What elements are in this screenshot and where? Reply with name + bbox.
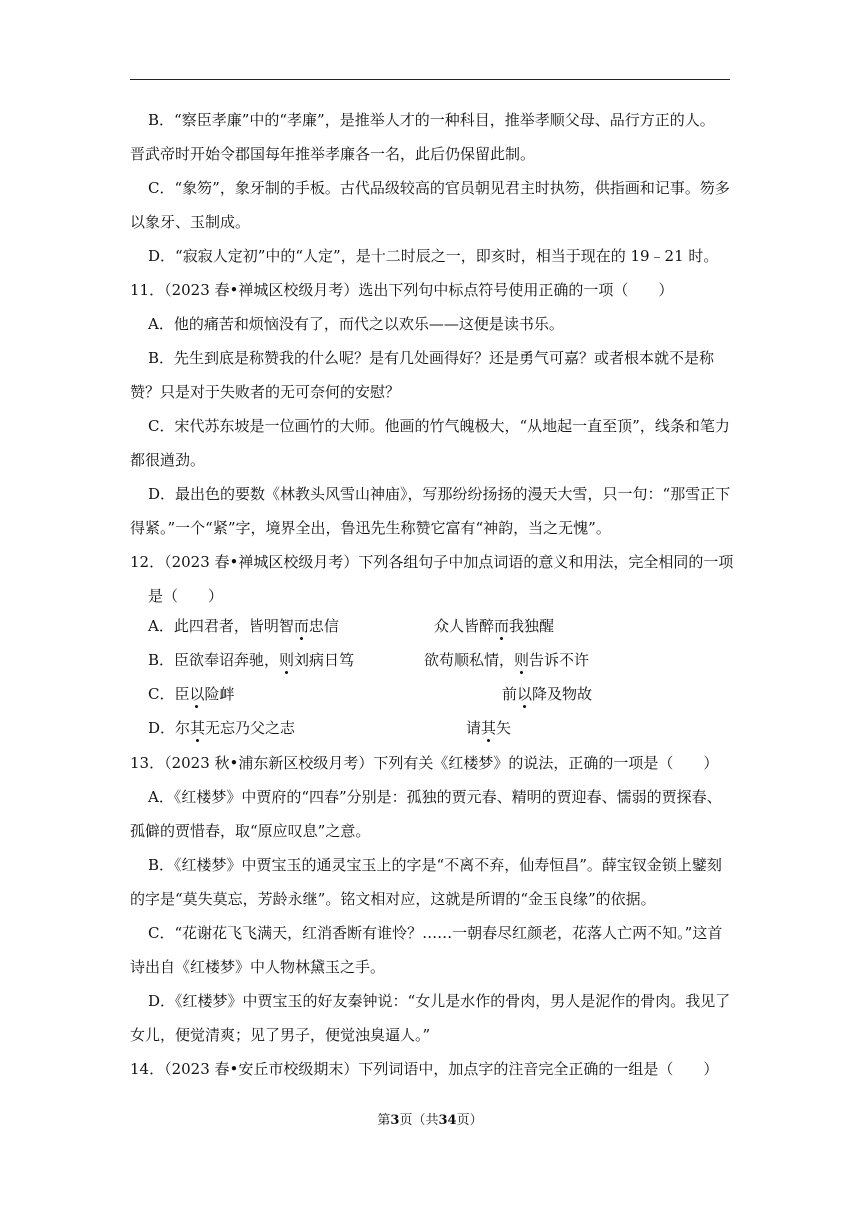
q13-option-d-line-1: D．《红楼梦》中贾宝玉的好友秦钟说：“女儿是水作的骨肉，男人是泥作的骨肉。我见了 <box>148 992 731 1010</box>
q11-option-b-line-1: B．先生到底是称赞我的什么呢？是有几处画得好？还是勇气可嘉？或者根本就不是称 <box>148 349 715 367</box>
q13-option-a-line-1: A．《红楼梦》中贾府的“四春”分别是：孤独的贾元春、精明的贾迎春、懦弱的贾探春、 <box>148 788 722 806</box>
emphasis-char: 则 <box>514 651 530 669</box>
question-13-stem: 13．（2023 秋•浦东新区校级月考）下列有关《红楼梦》的说法，正确的一项是（ ） <box>130 754 719 772</box>
emphasis-char: 以 <box>189 685 205 703</box>
emphasis-char: 而 <box>293 617 309 635</box>
emphasis-char: 而 <box>494 617 510 635</box>
q11-option-d-line-1: D．最出色的要数《林教头风雪山神庙》，写那纷纷扬扬的漫天大雪，只一句：“那雪正下 <box>148 485 731 503</box>
option-b-line-1: B．“察臣孝廉”中的“孝廉”，是推举人才的一种科目，推举孝顺父母、品行方正的人。 <box>148 111 715 129</box>
q13-option-a-line-2: 孤僻的贾惜春，取“原应叹息”之意。 <box>130 822 371 840</box>
q12-option-c-left: C．臣以险衅 <box>148 685 235 703</box>
q13-option-c-line-1: C．“花谢花飞飞满天，红消香断有谁怜？……一朝春尽红颜老，花落人亡两不知。”这首 <box>148 924 723 942</box>
q11-option-a: A．他的痛苦和烦恼没有了，而代之以欢乐——这便是读书乐。 <box>148 315 564 333</box>
page-footer: 第3页（共34页） <box>377 1113 483 1128</box>
emphasis-char: 其 <box>481 719 497 737</box>
emphasis-char: 其 <box>190 719 206 737</box>
emphasis-char: 则 <box>279 651 295 669</box>
q13-option-c-line-2: 诗出自《红楼梦》中人物林黛玉之手。 <box>130 958 386 976</box>
q11-option-b-line-2: 赞？只是对于失败者的无可奈何的安慰？ <box>130 383 401 401</box>
q12-option-d-right: 请其矢 <box>466 719 512 737</box>
header-rule <box>130 79 730 80</box>
emphasis-char: 以 <box>517 685 533 703</box>
q12-option-b-right: 欲苟顺私情，则告诉不许 <box>424 651 590 669</box>
q11-option-d-line-2: 得紧。”一个“紧”字，境界全出，鲁迅先生称赞它富有“神韵，当之无愧”。 <box>130 519 611 537</box>
question-12-stem-line-1: 12．（2023 春•禅城区校级月考）下列各组句子中加点词语的意义和用法，完全相同的一项 <box>130 553 734 571</box>
question-11-stem: 11．（2023 春•禅城区校级月考）选出下列句中标点符号使用正确的一项（ ） <box>130 281 674 299</box>
question-14-stem: 14．（2023 春•安丘市校级期末）下列词语中，加点字的注音完全正确的一组是（ ） <box>130 1060 719 1078</box>
option-b-line-2: 晋武帝时开始令郡国每年推举孝廉各一名，此后仍保留此制。 <box>130 145 536 163</box>
q11-option-c-line-1: C．宋代苏东坡是一位画竹的大师。他画的竹气魄极大，“从地起一直至顶”，线条和笔力 <box>148 417 730 435</box>
option-c-line-1: C．“象笏”，象牙制的手板。古代品级较高的官员朝见君主时执笏，供指画和记事。笏多 <box>148 179 730 197</box>
question-12-stem-line-2: 是（ ） <box>148 587 224 605</box>
q12-option-b-left: B．臣欲奉诏奔驰，则刘病日笃 <box>148 651 355 669</box>
option-d-line: D．“寂寂人定初”中的“人定”，是十二时辰之一，即亥时，相当于现在的 19﹣21 时。 <box>148 247 719 265</box>
q13-option-b-line-1: B．《红楼梦》中贾宝玉的通灵宝玉上的字是“不离不弃，仙寿恒昌”。薛宝钗金锁上鐾刻 <box>148 856 722 874</box>
q12-option-d-left: D．尔其无忘乃父之志 <box>148 719 296 737</box>
q13-option-d-line-2: 女儿，便觉清爽；见了男子，便觉浊臭逼人。” <box>130 1026 431 1044</box>
q11-option-c-line-2: 都很遒劲。 <box>130 451 206 469</box>
q12-option-a-left: A．此四君者，皆明智而忠信 <box>148 617 339 635</box>
q12-option-c-right: 前以降及物故 <box>502 685 593 703</box>
option-c-line-2: 以象牙、玉制成。 <box>130 213 251 231</box>
page-number: 3 <box>390 1113 400 1128</box>
page-total: 34 <box>438 1113 457 1128</box>
q13-option-b-line-2: 的字是“莫失莫忘，芳龄永继”。铭文相对应，这就是所谓的“金玉良缘”的依据。 <box>130 890 656 908</box>
q12-option-a-right: 众人皆醉而我独醒 <box>434 617 555 635</box>
